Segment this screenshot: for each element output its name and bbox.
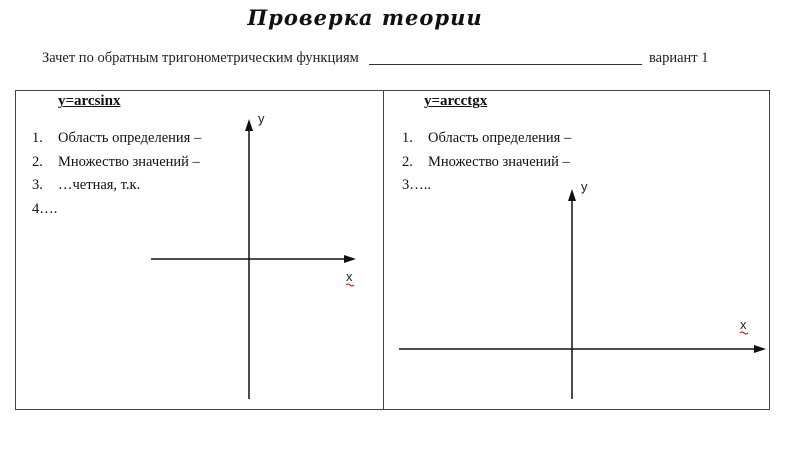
item-text: Множество значений – xyxy=(58,153,200,170)
item-text: …четная, т.к. xyxy=(58,177,141,193)
spellcheck-squiggle xyxy=(346,284,354,286)
x-axis-label: x xyxy=(740,317,747,332)
arcctg-card xyxy=(383,90,770,410)
variant-label: вариант 1 xyxy=(649,50,709,66)
y-axis-label: y xyxy=(581,179,588,194)
x-axis-label: x xyxy=(346,269,353,284)
item-text: 3….. xyxy=(402,177,431,193)
coordinate-axes xyxy=(16,91,385,411)
item-number: 1. xyxy=(402,130,413,146)
coordinate-axes xyxy=(384,91,771,411)
slide-title: Проверка теории xyxy=(247,5,483,30)
name-blank-line xyxy=(369,64,642,65)
item-text: Множество значений – xyxy=(428,153,570,170)
spellcheck-squiggle xyxy=(740,332,748,334)
x-arrow-icon xyxy=(754,345,766,353)
item-text: Область определения – xyxy=(428,130,572,146)
y-arrow-icon xyxy=(245,119,253,131)
y-axis-label: y xyxy=(258,111,265,126)
item-number: 2. xyxy=(32,153,43,170)
item-number: 1. xyxy=(32,130,43,146)
test-header xyxy=(42,50,742,72)
item-text: 4…. xyxy=(32,200,58,217)
test-subject: Зачет по обратным тригонометрическим функциям xyxy=(42,50,359,66)
item-text: Область определения – xyxy=(58,130,202,146)
arcsin-card xyxy=(15,90,384,410)
y-arrow-icon xyxy=(568,189,576,201)
function-title: y=arcctgx xyxy=(424,93,488,109)
function-title: y=arcsinx xyxy=(58,93,121,109)
item-number: 3. xyxy=(32,177,43,193)
item-number: 2. xyxy=(402,153,413,170)
x-arrow-icon xyxy=(344,255,356,263)
